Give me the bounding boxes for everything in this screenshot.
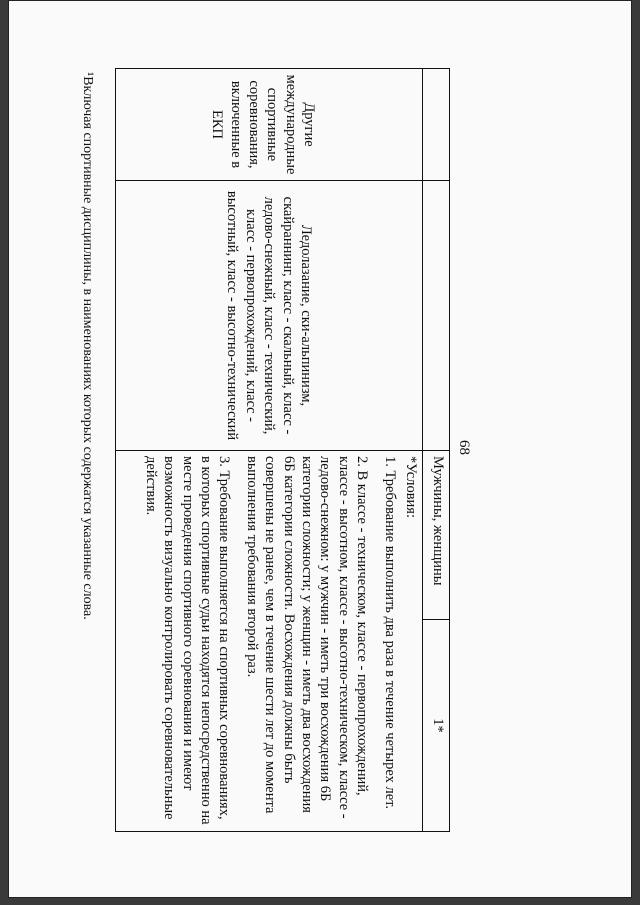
conditions-title: *Условия: <box>403 456 419 519</box>
footnote: ¹Включая спортивные дисциплины, в наименованиях которых содержатся указанные слова. <box>80 72 95 620</box>
header-empty-cell <box>423 69 450 181</box>
header-empty-cell <box>423 181 450 451</box>
table-header-row <box>423 69 450 832</box>
condition-item: 1. Требование выполнить два раза в течение четырех лет. <box>381 456 398 810</box>
conditions-cell <box>116 451 423 832</box>
condition-item: 3. Требование выполняется на спортивных соревнованиях, в которых спортивные судьи находятся непосредственно на месте проведения спортивного соревнования и имеют возможность визуально контролировать соревновательные действия. <box>142 456 233 825</box>
page-number: 68 <box>456 440 472 455</box>
header-group-cell: Мужчины, женщины <box>423 451 450 620</box>
header-rank-cell: 1* <box>423 620 450 832</box>
condition-item: 2. В классе - техническом, классе - первопрохождений, классе - высотном, классе - высотно-техническом, классе - ледово-снежном: у мужчин - иметь три восхождения 6Б категории сложности; у женщин - иметь два восхождения 6Б категории сложности. Восхождения должны быть совершены не ранее, чем в течение шести лет до момента выполнения требования второй раз. <box>243 456 371 819</box>
disciplines-cell: Ледолазание, ски-альпинизм, скайраннинг, класс - скальный, класс - ледово-снежный, класс - технический, класс - первопрохождений, класс - высотный, класс - высотно-технический <box>116 181 423 451</box>
qualification-table <box>115 68 450 832</box>
competition-category-cell: Другие международные спортивные соревнования, включенные в ЕКП <box>116 69 423 181</box>
table-row <box>116 69 423 832</box>
